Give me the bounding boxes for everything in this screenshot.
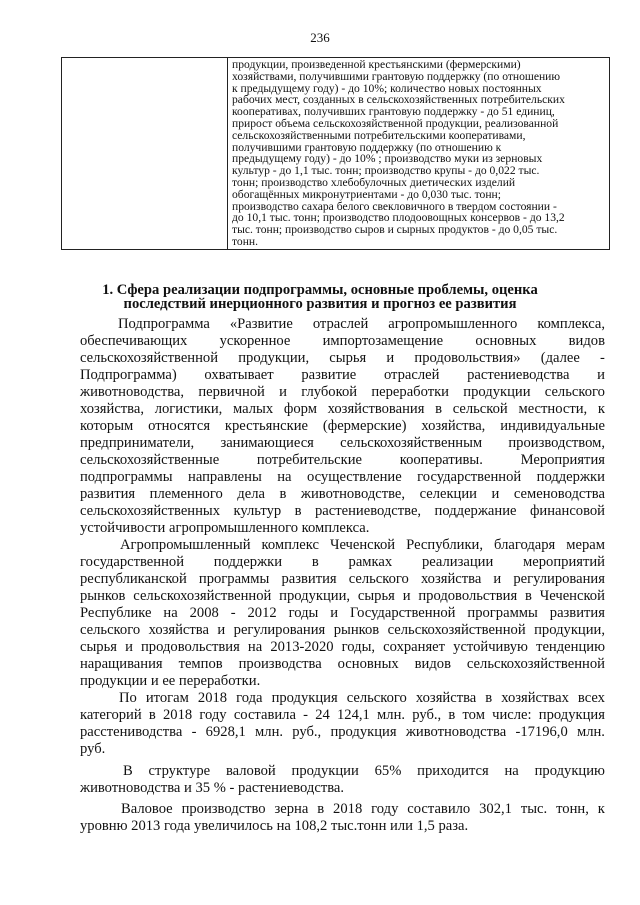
heading-line: последствий инерционного развития и прогноз ее развития — [123, 296, 517, 312]
table-cell-line: рабочих мест, созданных в сельскохозяйственных потребительских — [232, 93, 565, 107]
paragraph-line: сельскохозяйственной продукции, сырья и продовольствия» (далее - — [80, 350, 605, 366]
table-cell-line: предыдущему году) - до 10% ; производство муки из зерновых — [232, 152, 543, 166]
paragraph-line: Республике на 2008 - 2012 годы и Государственной программы развития — [80, 605, 605, 621]
table-cell-line: кооперативах, получивших грантовую поддержку - до 51 единиц, — [232, 105, 555, 119]
paragraph-line: устойчивости агропромышленного комплекса. — [80, 520, 370, 536]
table-cell-line: тонн; производство хлебобулочных диетических изделий — [232, 175, 516, 189]
paragraph — [80, 801, 605, 835]
table-cell-left — [62, 58, 228, 250]
table-row — [62, 58, 610, 250]
paragraph-line: сельского хозяйства и регулирования рынков сельскохозяйственной продукции, — [80, 622, 605, 638]
paragraph-line: категорий в 2018 году составила - 24 124,1 млн. руб., в том числе: продукция — [80, 707, 605, 723]
paragraph — [80, 763, 605, 797]
paragraph — [80, 316, 605, 537]
table-cell-line: продукции, произведенной крестьянскими (фермерскими) — [232, 58, 521, 71]
paragraph-line: сырья и продовольствия на 2013-2020 годы, сохраняет устойчивую тенденцию — [80, 639, 605, 655]
paragraph-line: хозяйства, логистики, малых форм хозяйствования в сельской местности, к — [80, 401, 605, 417]
page-number: 236 — [310, 30, 330, 45]
indicators-table — [61, 57, 610, 250]
paragraph-line: республиканской программы развития сельского хозяйства и регулирования — [80, 571, 605, 587]
section-heading — [0, 283, 640, 311]
paragraph-line: предприниматели, занимающиеся сельскохозяйственным производством, — [80, 435, 605, 451]
paragraph-line: обеспечивающих ускоренное импортозамещение основных видов — [80, 333, 605, 349]
paragraph-line: сельскохозяйственные потребительские кооперативы. Мероприятия — [80, 452, 605, 468]
table-cell-line: к предыдущему году) - до 10%; количество новых постоянных — [232, 81, 542, 95]
paragraph-line: Подпрограмма «Развитие отраслей агропромышленного комплекса, — [118, 316, 605, 332]
table-cell-line: тонн. — [232, 234, 259, 248]
paragraph-line: продукции и ее переработки. — [80, 673, 261, 689]
paragraph-line: Валовое производство зерна в 2018 году составило 302,1 тыс. тонн, к — [121, 801, 605, 817]
table-cell-line: культур - до 1,1 тыс. тонн; производство крупы - до 0,022 тыс. — [232, 164, 540, 178]
paragraph-line: уровню 2013 года увеличилось на 108,2 тыс.тонн или 1,5 раза. — [80, 818, 469, 834]
paragraph-line: государственной поддержки в рамках реализации мероприятий — [80, 554, 605, 570]
table-cell-line: хозяйствами, получившими грантовую поддержку (по отношению — [232, 69, 561, 83]
paragraph-line: подпрограммы направлены на осуществление государственной поддержки — [80, 469, 605, 485]
paragraph-line: расстениводства - 6928,1 млн. руб., продукция животноводства -17196,0 млн. — [80, 724, 605, 740]
heading-line: 1. Сфера реализации подпрограммы, основные проблемы, оценка — [102, 282, 538, 298]
body-text — [80, 316, 605, 835]
paragraph-line: Подпрограмма) охватывает развитие отраслей растениеводства и — [80, 367, 605, 383]
table-cell-line: прирост объема сельскохозяйственной продукции, реализованной — [232, 116, 559, 130]
table-cell-line: обогащённых микронутриентами - до 0,030 тыс. тонн; — [232, 187, 501, 201]
paragraph-line: животноводства и 35 % - растениеводства. — [80, 780, 345, 796]
table-cell-line: до 10,1 тыс. тонн; производство плодоовощных консервов - до 13,2 — [232, 211, 565, 225]
table-cell-right — [228, 58, 610, 250]
paragraph-line: Агропромышленный комплекс Чеченской Республики, благодаря мерам — [120, 537, 605, 553]
paragraph-line: В структуре валовой продукции 65% приходится на продукцию — [123, 763, 605, 779]
table-cell-line: получившими грантовую поддержку (по отношению к — [232, 140, 502, 154]
table-cell-text — [228, 58, 609, 249]
paragraph — [80, 690, 605, 758]
paragraph-line: сельскохозяйственных культур в растениеводстве, поддержание финансовой — [80, 503, 605, 519]
paragraph-line: рынков сельскохозяйственной продукции, сырья и продовольствия в Чеченской — [80, 588, 605, 604]
paragraph-line: развития племенного дела в животноводстве, селекции и семеноводства — [80, 486, 605, 502]
paragraph-line: По итогам 2018 года продукция сельского хозяйства в хозяйствах всех — [119, 690, 605, 706]
table-cell-line: тыс. тонн; производство сыров и сырных продуктов - до 0,05 тыс. — [232, 223, 558, 237]
table-cell-line: сельскохозяйственными потребительскими кооперативами, — [232, 128, 526, 142]
paragraph-line: которым относятся крестьянские (фермерские) хозяйства, индивидуальные — [80, 418, 605, 434]
paragraph-line: наращивания темпов производства основных видов сельскохозяйственной — [80, 656, 605, 672]
table-cell-line: производство сахара белого свекловичного в твердом состоянии - — [232, 199, 557, 213]
paragraph-line: животноводства, первичной и глубокой переработки продукции сельского — [80, 384, 605, 400]
paragraph — [80, 537, 605, 690]
paragraph-line: руб. — [80, 741, 106, 757]
